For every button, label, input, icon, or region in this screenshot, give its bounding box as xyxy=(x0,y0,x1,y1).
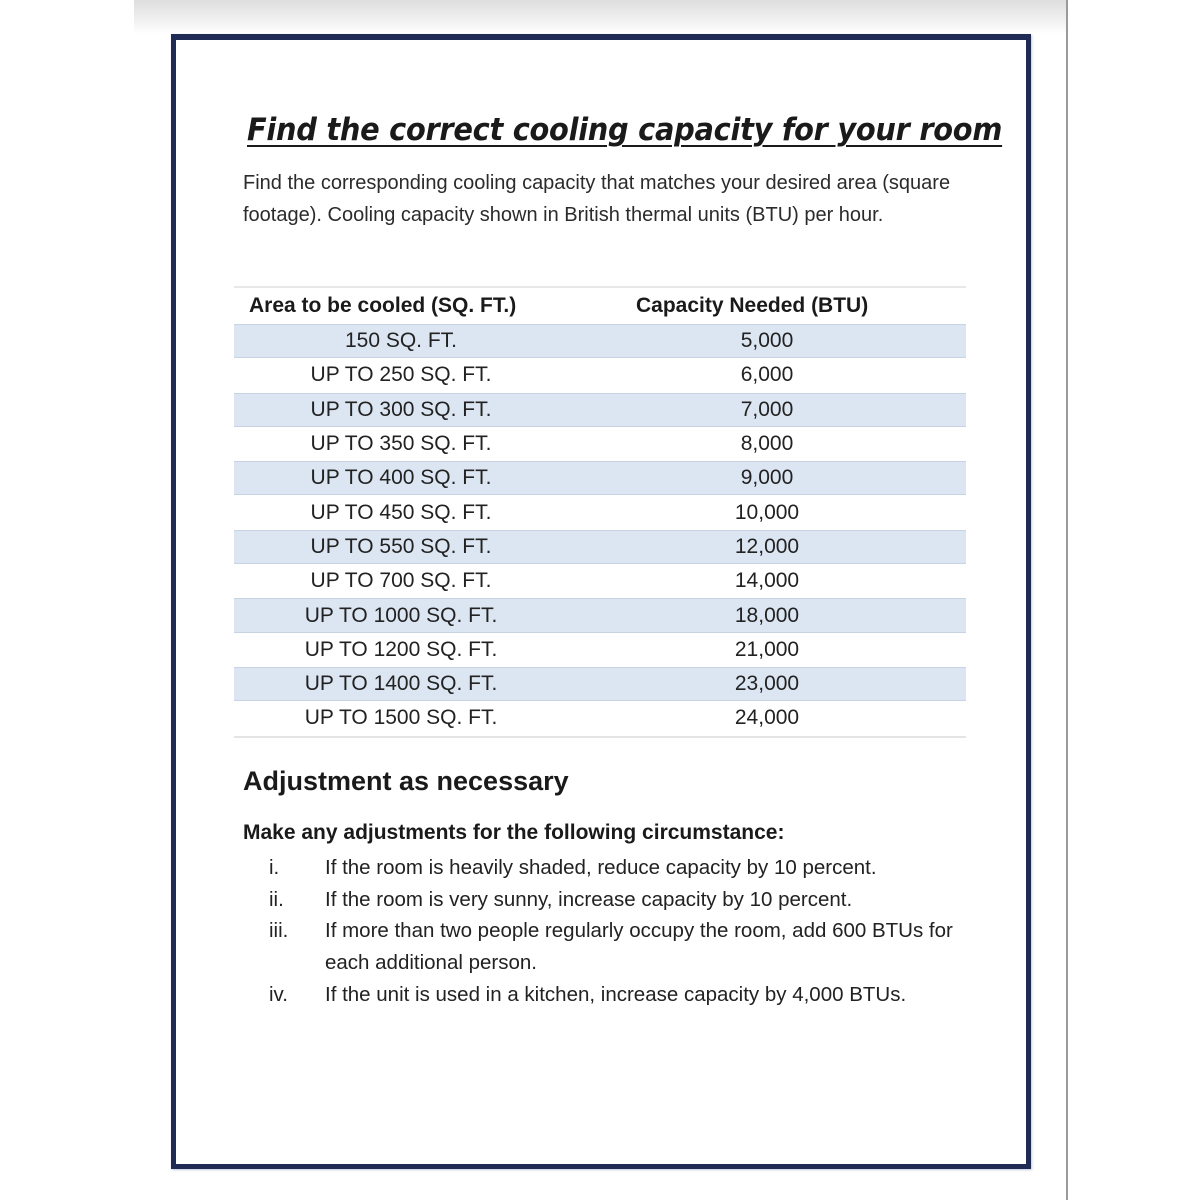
area-cell: UP TO 450 SQ. FT. xyxy=(310,500,492,524)
list-text: If more than two people regularly occupy the room, add 600 BTUs for each additional person. xyxy=(325,919,953,975)
table-row xyxy=(234,495,966,529)
capacity-cell: 8,000 xyxy=(740,432,794,456)
area-cell: UP TO 700 SQ. FT. xyxy=(310,569,492,593)
area-cell: UP TO 350 SQ. FT. xyxy=(310,432,492,456)
page-title: Find the correct cooling capacity for your room xyxy=(247,112,1003,148)
capacity-cell: 23,000 xyxy=(734,672,800,696)
area-cell: UP TO 1000 SQ. FT. xyxy=(304,603,498,627)
column-header-capacity: Capacity Needed (BTU) xyxy=(636,294,869,317)
area-cell: UP TO 1500 SQ. FT. xyxy=(304,706,498,730)
area-cell: UP TO 300 SQ. FT. xyxy=(310,397,492,421)
table-row xyxy=(234,358,966,392)
capacity-cell: 24,000 xyxy=(734,706,800,730)
table-row xyxy=(234,564,966,598)
list-numeral: i. xyxy=(269,856,280,879)
capacity-table xyxy=(234,286,966,738)
intro-paragraph: Find the corresponding cooling capacity that matches your desired area (square footage). Cooling capacity shown in British thermal units (BTU) per hour. xyxy=(243,172,951,226)
table-row xyxy=(234,633,966,667)
capacity-cell: 9,000 xyxy=(740,466,794,490)
list-item xyxy=(243,915,963,978)
table-row xyxy=(234,324,966,358)
adjustments-list xyxy=(243,852,963,1011)
table-row xyxy=(234,667,966,701)
capacity-cell: 7,000 xyxy=(740,397,794,421)
list-numeral: ii. xyxy=(269,887,284,911)
table-row xyxy=(234,461,966,495)
capacity-cell: 18,000 xyxy=(734,603,800,627)
table-bottom-rule xyxy=(234,736,966,738)
list-numeral: iv. xyxy=(269,982,288,1006)
area-cell: UP TO 250 SQ. FT. xyxy=(310,363,492,387)
capacity-cell: 10,000 xyxy=(734,500,800,524)
capacity-cell: 6,000 xyxy=(740,363,794,387)
table-row xyxy=(234,530,966,564)
table-row xyxy=(234,427,966,461)
table-row xyxy=(234,598,966,632)
list-item xyxy=(243,979,963,1011)
adjustments-lead: Make any adjustments for the following circumstance: xyxy=(243,821,785,844)
column-header-area: Area to be cooled (SQ. FT.) xyxy=(249,294,517,317)
capacity-cell: 21,000 xyxy=(734,637,800,661)
area-cell: UP TO 400 SQ. FT. xyxy=(310,466,492,490)
area-cell: UP TO 1200 SQ. FT. xyxy=(304,637,498,661)
area-cell: 150 SQ. FT. xyxy=(344,329,458,353)
capacity-cell: 12,000 xyxy=(734,534,800,558)
area-cell: UP TO 1400 SQ. FT. xyxy=(304,672,498,696)
list-text: If the room is heavily shaded, reduce capacity by 10 percent. xyxy=(325,856,877,879)
list-item xyxy=(243,884,963,916)
area-cell: UP TO 550 SQ. FT. xyxy=(310,534,492,558)
list-text: If the room is very sunny, increase capacity by 10 percent. xyxy=(325,887,853,911)
list-text: If the unit is used in a kitchen, increase capacity by 4,000 BTUs. xyxy=(325,982,907,1006)
table-row xyxy=(234,701,966,735)
capacity-cell: 14,000 xyxy=(734,569,800,593)
list-numeral: iii. xyxy=(269,919,289,943)
adjustments-heading: Adjustment as necessary xyxy=(243,766,569,796)
capacity-cell: 5,000 xyxy=(740,329,794,353)
list-item xyxy=(243,852,963,884)
table-row xyxy=(234,393,966,427)
table-header-row xyxy=(234,288,966,324)
page-edge-divider xyxy=(1066,0,1068,1200)
